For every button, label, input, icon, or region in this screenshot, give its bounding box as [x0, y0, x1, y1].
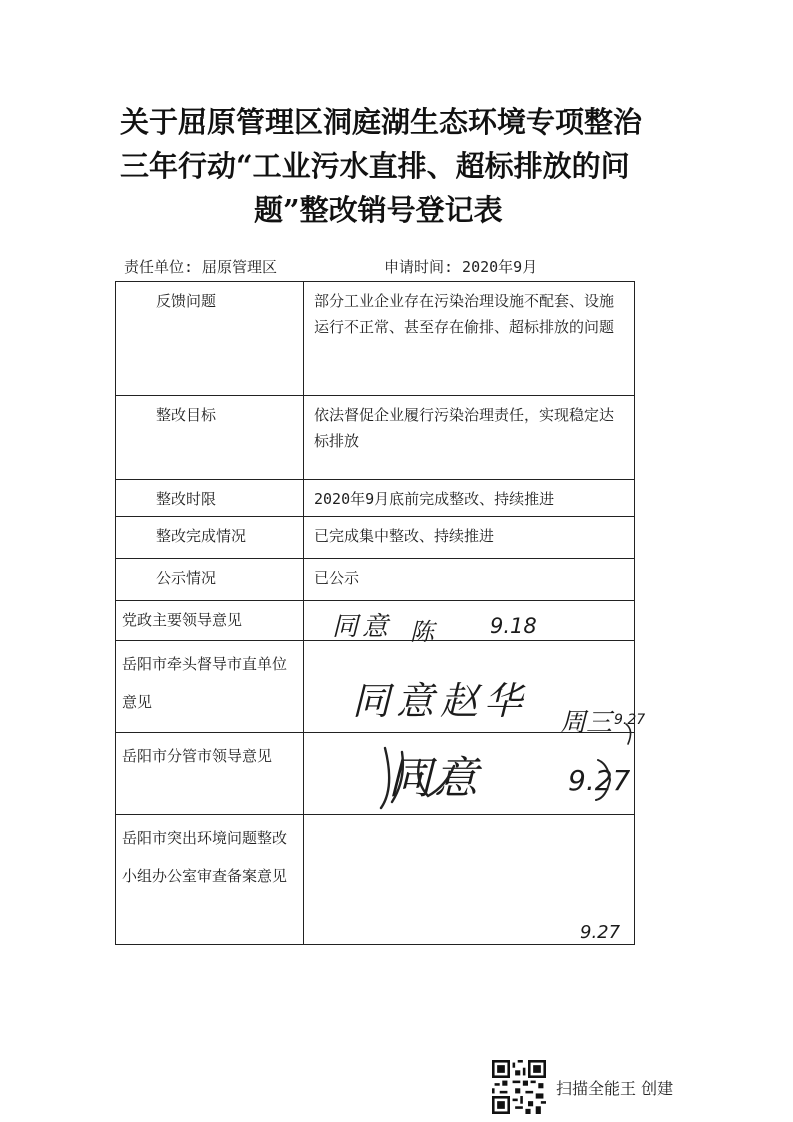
row-label-party-leader: 党政主要领导意见 — [116, 601, 304, 641]
row-value-target: 依法督促企业履行污染治理责任，实现稳定达标排放 — [304, 396, 635, 480]
scanner-brand-text: 扫描全能王 创建 — [556, 1079, 674, 1098]
handwritten-office-date: 9.27 — [580, 922, 621, 943]
handwritten-lead-approval: 同意赵华 — [352, 679, 529, 723]
responsible-unit: 责任单位: 屈原管理区 — [124, 258, 278, 276]
handwritten-city-approval: 同意 — [388, 753, 480, 804]
handwritten-party-name: 陈 — [410, 618, 434, 646]
row-label-status: 整改完成情况 — [116, 517, 304, 559]
row-label-office: 岳阳市突出环境问题整改小组办公室审查备案意见 — [116, 815, 304, 945]
handwritten-city-date: 9.27 — [568, 764, 631, 797]
row-label-publicity: 公示情况 — [116, 559, 304, 601]
title-line-1: 关于屈原管理区洞庭湖生态环境专项整治 — [120, 105, 643, 139]
row-label-city-leader: 岳阳市分管市领导意见 — [116, 733, 304, 815]
title-line-2: 三年行动“工业污水直排、超标排放的问 — [120, 149, 630, 183]
row-value-deadline: 2020年9月底前完成整改、持续推进 — [304, 480, 635, 517]
handwritten-party-approval: 同意 — [332, 612, 393, 642]
handwritten-lead-mark: 周三 — [560, 708, 613, 738]
row-value-feedback: 部分工业企业存在污染治理设施不配套、设施运行不正常、甚至存在偷排、超标排放的问题 — [304, 282, 635, 396]
row-value-publicity: 已公示 — [304, 559, 635, 601]
row-label-feedback: 反馈问题 — [116, 282, 304, 396]
row-label-target: 整改目标 — [116, 396, 304, 480]
row-label-deadline: 整改时限 — [116, 480, 304, 517]
application-date: 申请时间: 2020年9月 — [384, 258, 538, 276]
row-value-status: 已完成集中整改、持续推进 — [304, 517, 635, 559]
handwritten-party-date: 9.18 — [490, 614, 537, 638]
qr-code-icon — [492, 1060, 546, 1114]
handwritten-lead-date: 9.27 — [614, 712, 646, 728]
row-label-lead-unit: 岳阳市牵头督导市直单位意见 — [116, 641, 304, 733]
title-line-3: 题”整改销号登记表 — [254, 193, 503, 227]
